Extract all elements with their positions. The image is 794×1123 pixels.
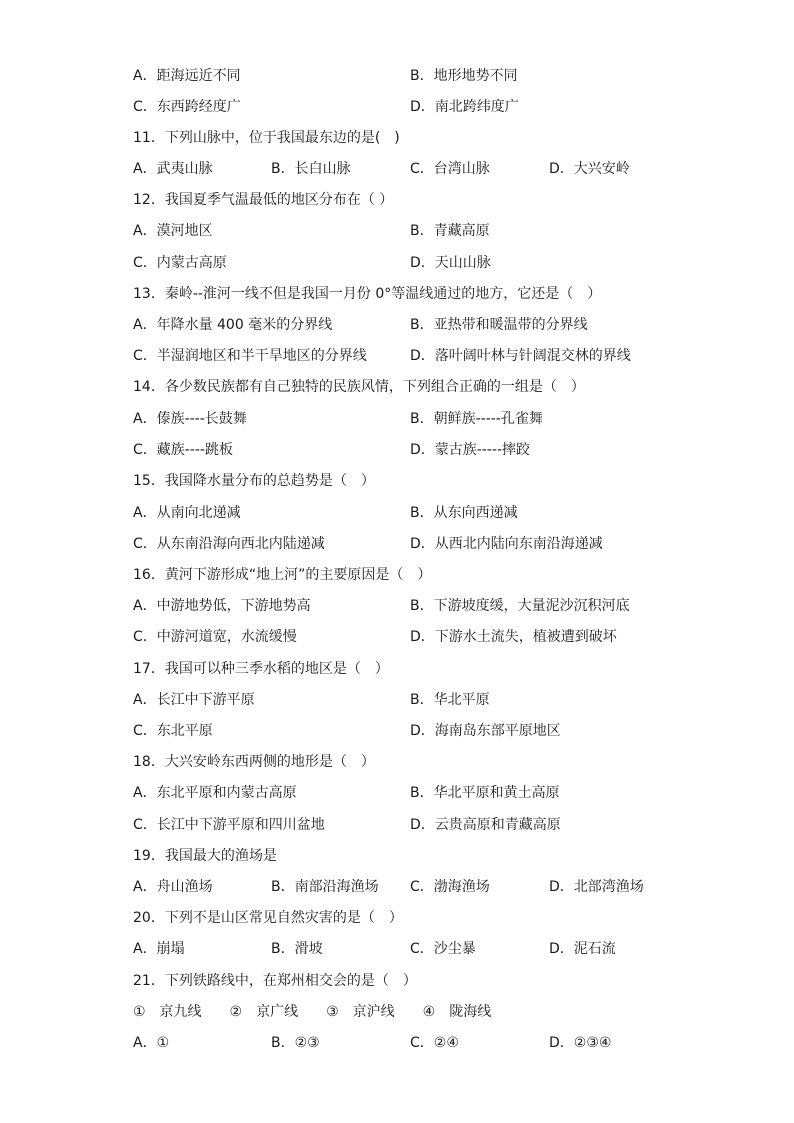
q18-stem: 18．大兴安岭东西两侧的地形是（ ） <box>133 754 375 770</box>
q14-option-c: C．藏族----跳板 <box>133 442 233 458</box>
q15-stem: 15．我国降水量分布的总趋势是（ ） <box>133 473 375 489</box>
q12-options-row-1 <box>133 221 693 241</box>
q16-options-row-2 <box>133 627 693 647</box>
q10-option-d: D．南北跨纬度广 <box>410 99 519 115</box>
q13-options-row-1 <box>133 315 693 335</box>
q11-option-a: A．武夷山脉 <box>133 161 213 177</box>
q16-option-a: A．中游地势低，下游地势高 <box>133 598 311 614</box>
q21-options-row <box>133 1033 693 1053</box>
q12-option-b: B．青藏高原 <box>410 223 490 239</box>
q18-options-row-1 <box>133 783 693 803</box>
q16-option-d: D．下游水土流失，植被遭到破坏 <box>410 629 617 645</box>
q14-options-row-2 <box>133 440 693 460</box>
q17-options-row-1 <box>133 690 693 710</box>
q21-option-d: D．②③④ <box>549 1035 612 1051</box>
q13-option-a: A．年降水量 400 毫米的分界线 <box>133 317 333 333</box>
q19-option-b: B．南部沿海渔场 <box>271 879 379 895</box>
q16-stem: 16．黄河下游形成“地上河”的主要原因是（ ） <box>133 567 432 583</box>
q20-stem: 20．下列不是山区常见自然灾害的是（ ） <box>133 910 403 926</box>
q11-option-d: D．大兴安岭 <box>549 161 630 177</box>
q18-option-a: A．东北平原和内蒙古高原 <box>133 785 297 801</box>
q15-option-b: B．从东向西递减 <box>410 505 518 521</box>
q13-option-d: D．落叶阔叶林与针阔混交林的界线 <box>410 348 631 364</box>
q11-options-row <box>133 159 693 179</box>
q21-items: ① 京九线 ② 京广线 ③ 京沪线 ④ 陇海线 <box>133 1004 492 1020</box>
q17-option-c: C．东北平原 <box>133 723 213 739</box>
q13-option-c: C．半湿润地区和半干旱地区的分界线 <box>133 348 367 364</box>
q12-options-row-2 <box>133 253 693 273</box>
q18-option-c: C．长江中下游平原和四川盆地 <box>133 817 325 833</box>
q18-options-row-2 <box>133 815 693 835</box>
q11-option-c: C．台湾山脉 <box>410 161 490 177</box>
q15-options-row-2 <box>133 534 693 554</box>
q16-option-c: C．中游河道宽，水流缓慢 <box>133 629 297 645</box>
q21-option-b: B．②③ <box>271 1035 320 1051</box>
q17-stem: 17．我国可以种三季水稻的地区是（ ） <box>133 661 389 677</box>
q14-option-d: D．蒙古族-----摔跤 <box>410 442 531 458</box>
q12-option-d: D．天山山脉 <box>410 255 491 271</box>
q21-option-a: A．① <box>133 1035 170 1051</box>
q12-option-a: A．漠河地区 <box>133 223 213 239</box>
q19-stem: 19．我国最大的渔场是 <box>133 848 277 864</box>
q15-option-c: C．从东南沿海向西北内陆递减 <box>133 536 325 552</box>
q11-option-b: B．长白山脉 <box>271 161 351 177</box>
q11-stem: 11．下列山脉中，位于我国最东边的是( ) <box>133 130 400 146</box>
q13-options-row-2 <box>133 346 693 366</box>
q14-option-a: A．傣族----长鼓舞 <box>133 411 247 427</box>
q10-options-row-2 <box>133 97 693 117</box>
q21-option-c: C．②④ <box>410 1035 459 1051</box>
q10-option-a: A．距海远近不同 <box>133 68 241 84</box>
q15-options-row-1 <box>133 503 693 523</box>
q16-options-row-1 <box>133 596 693 616</box>
q14-option-b: B．朝鲜族-----孔雀舞 <box>410 411 543 427</box>
q20-options-row <box>133 939 693 959</box>
q19-option-c: C．渤海渔场 <box>410 879 490 895</box>
q19-options-row <box>133 877 693 897</box>
q12-stem: 12．我国夏季气温最低的地区分布在（ ） <box>133 192 394 208</box>
q17-option-a: A．长江中下游平原 <box>133 692 255 708</box>
q17-option-d: D．海南岛东部平原地区 <box>410 723 561 739</box>
q20-option-b: B．滑坡 <box>271 941 323 957</box>
q20-option-a: A．崩塌 <box>133 941 185 957</box>
q18-option-b: B．华北平原和黄土高原 <box>410 785 560 801</box>
q20-option-d: D．泥石流 <box>549 941 616 957</box>
q19-option-a: A．舟山渔场 <box>133 879 213 895</box>
q10-option-c: C．东西跨经度广 <box>133 99 241 115</box>
q17-options-row-2 <box>133 721 693 741</box>
q10-options-row-1 <box>133 66 693 86</box>
q15-option-a: A．从南向北递减 <box>133 505 241 521</box>
q21-stem: 21．下列铁路线中，在郑州相交会的是（ ） <box>133 973 417 989</box>
q16-option-b: B．下游坡度缓，大量泥沙沉积河底 <box>410 598 630 614</box>
q17-option-b: B．华北平原 <box>410 692 490 708</box>
q18-option-d: D．云贵高原和青藏高原 <box>410 817 561 833</box>
q20-option-c: C．沙尘暴 <box>410 941 476 957</box>
q10-option-b: B．地形地势不同 <box>410 68 518 84</box>
q19-option-d: D．北部湾渔场 <box>549 879 644 895</box>
q15-option-d: D．从西北内陆向东南沿海递减 <box>410 536 603 552</box>
q13-option-b: B．亚热带和暖温带的分界线 <box>410 317 588 333</box>
q14-options-row-1 <box>133 409 693 429</box>
q13-stem: 13．秦岭--淮河一线不但是我国一月份 0°等温线通过的地方，它还是（ ） <box>133 286 602 302</box>
q12-option-c: C．内蒙古高原 <box>133 255 227 271</box>
q14-stem: 14．各少数民族都有自己独特的民族风情，下列组合正确的一组是（ ） <box>133 379 585 395</box>
